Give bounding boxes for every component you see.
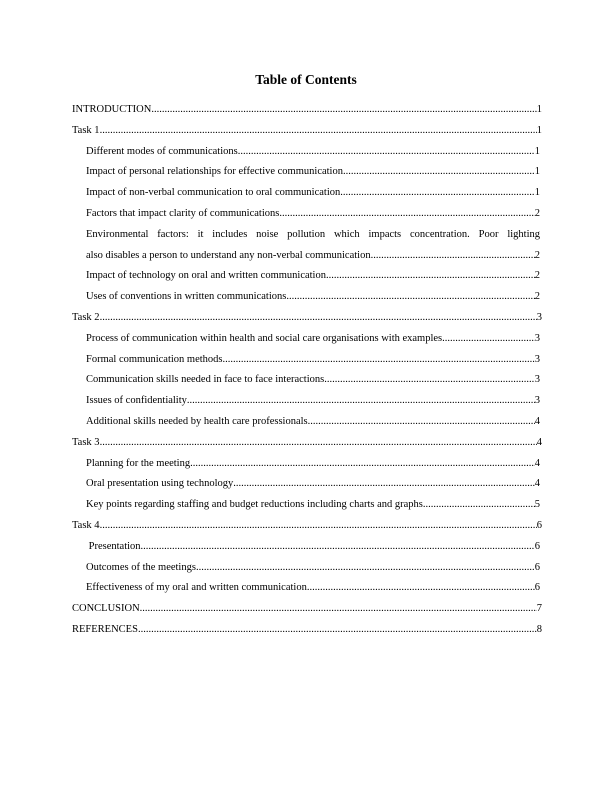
toc-page-number: 4: [534, 457, 540, 469]
toc-leader-dots: [238, 142, 535, 163]
toc-leader-dots: [190, 454, 535, 475]
toc-entry-text: Process of communication within health and social care organisations with examples: [86, 332, 443, 344]
toc-entry-communication-process[interactable]: [72, 329, 542, 350]
toc-entry-presentation[interactable]: [72, 537, 542, 558]
toc-leader-dots: [100, 516, 537, 537]
toc-title: Table of Contents: [255, 72, 357, 87]
toc-entry-introduction[interactable]: [72, 100, 542, 121]
toc-page-number: 1: [536, 124, 542, 136]
toc-entry-environmental-factors[interactable]: [72, 225, 542, 267]
toc-entry-text: Different modes of communications: [86, 145, 238, 157]
toc-page-number: 6: [536, 519, 542, 531]
toc-leader-dots: [307, 578, 535, 599]
toc-list: [72, 100, 542, 641]
toc-page-number: 1: [534, 166, 540, 178]
toc-entry-text: Impact of technology on oral and written communication: [86, 270, 326, 282]
toc-leader-dots: [340, 183, 534, 204]
toc-leader-dots: [100, 121, 537, 142]
toc-leader-dots: [196, 558, 535, 579]
toc-page-number: 2: [534, 249, 540, 261]
toc-entry-meeting-planning[interactable]: [72, 454, 542, 475]
toc-entry-task-1[interactable]: [72, 121, 542, 142]
toc-entry-text: Impact of non-verbal communication to oral communication: [86, 187, 341, 199]
toc-entry-face-to-face-skills[interactable]: [72, 370, 542, 391]
toc-leader-dots: [442, 329, 535, 350]
toc-entry-text: Formal communication methods: [86, 353, 223, 365]
toc-entry-additional-skills[interactable]: [72, 412, 542, 433]
toc-leader-dots: [371, 246, 535, 267]
toc-page-number: 7: [536, 603, 542, 615]
toc-page-number: 2: [534, 291, 540, 303]
toc-leader-dots: [423, 495, 535, 516]
toc-leader-dots: [343, 162, 535, 183]
toc-leader-dots: [138, 620, 537, 641]
toc-entry-formal-methods[interactable]: [72, 350, 542, 371]
toc-entry-task-3[interactable]: [72, 433, 542, 454]
toc-leader-dots: [100, 433, 537, 454]
toc-page-number: 1: [536, 104, 542, 115]
toc-page-number: 8: [536, 623, 542, 635]
toc-entry-communication-effectiveness[interactable]: [72, 578, 542, 599]
toc-entry-text: Oral presentation using technology: [86, 478, 234, 490]
toc-entry-text: Effectiveness of my oral and written communication: [86, 582, 307, 594]
toc-entry-task-4[interactable]: [72, 516, 542, 537]
toc-page-number: 3: [534, 353, 540, 365]
toc-leader-dots: [324, 370, 535, 391]
toc-leader-dots: [233, 474, 534, 495]
toc-page-number: 6: [534, 540, 540, 552]
toc-entry-text: Issues of confidentiality: [86, 395, 187, 407]
toc-leader-dots: [279, 204, 534, 225]
toc-leader-dots: [326, 266, 535, 287]
toc-entry-technology-impact[interactable]: [72, 266, 542, 287]
toc-entry-text: Task 4: [72, 519, 100, 531]
toc-leader-dots: [286, 287, 534, 308]
toc-leader-dots: [187, 391, 535, 412]
toc-entry-non-verbal[interactable]: [72, 183, 542, 204]
toc-page-number: 2: [534, 270, 540, 282]
toc-page-number: 6: [534, 561, 540, 573]
toc-page-number: 4: [536, 436, 542, 448]
toc-leader-dots: [100, 308, 537, 329]
toc-page-number: 3: [534, 395, 540, 407]
toc-page-number: 5: [534, 499, 540, 511]
toc-leader-dots: [140, 599, 537, 620]
toc-entry-text: Presentation: [86, 540, 141, 552]
toc-entry-text: Communication skills needed in face to face interactions: [86, 374, 325, 386]
toc-entry-clarity-factors[interactable]: [72, 204, 542, 225]
toc-leader-dots: [308, 412, 535, 433]
toc-entry-conclusion[interactable]: [72, 599, 542, 620]
toc-entry-text-line1: Environmental factors: it includes noise pollution which impacts concentration. Poor lighting: [86, 228, 540, 240]
toc-leader-dots: [141, 537, 535, 558]
toc-entry-meeting-outcomes[interactable]: [72, 558, 542, 579]
toc-entry-text: also disables a person to understand any non-verbal communication: [86, 249, 371, 261]
toc-entry-oral-presentation[interactable]: [72, 474, 542, 495]
toc-leader-dots: [151, 100, 536, 121]
toc-entry-text: Impact of personal relationships for effective communication: [86, 166, 343, 178]
toc-entry-text: INTRODUCTION: [72, 104, 152, 115]
toc-entry-confidentiality[interactable]: [72, 391, 542, 412]
toc-page-number: 4: [534, 478, 540, 490]
toc-page-number: 3: [534, 374, 540, 386]
toc-page-number: 3: [536, 311, 542, 323]
toc-entry-text: Task 2: [72, 311, 100, 323]
toc-entry-written-conventions[interactable]: [72, 287, 542, 308]
toc-entry-text: Key points regarding staffing and budget reductions including charts and graphs: [86, 499, 423, 511]
toc-entry-text: CONCLUSION: [72, 603, 140, 615]
toc-leader-dots: [222, 350, 534, 371]
toc-entry-text: REFERENCES: [72, 623, 138, 635]
toc-entry-text: Outcomes of the meetings: [86, 561, 196, 573]
toc-entry-text: Task 1: [72, 124, 100, 136]
toc-page-number: 3: [534, 332, 540, 344]
toc-entry-text: Factors that impact clarity of communications: [86, 207, 280, 219]
toc-page-number: 6: [534, 582, 540, 594]
toc-entry-text: Additional skills needed by health care professionals: [86, 415, 308, 427]
toc-entry-task-2[interactable]: [72, 308, 542, 329]
toc-page-number: 4: [534, 415, 540, 427]
toc-page-number: 1: [534, 145, 540, 157]
toc-entry-text: Planning for the meeting: [86, 457, 191, 469]
toc-entry-personal-relationships[interactable]: [72, 162, 542, 183]
toc-entry-references[interactable]: [72, 620, 542, 641]
toc-entry-text: Uses of conventions in written communications: [86, 291, 287, 303]
toc-page-number: 1: [534, 187, 540, 199]
toc-page-number: 2: [534, 207, 540, 219]
toc-entry-staffing-budget[interactable]: [72, 495, 542, 516]
toc-entry-text: Task 3: [72, 436, 100, 448]
toc-entry-different-modes[interactable]: [72, 142, 542, 163]
